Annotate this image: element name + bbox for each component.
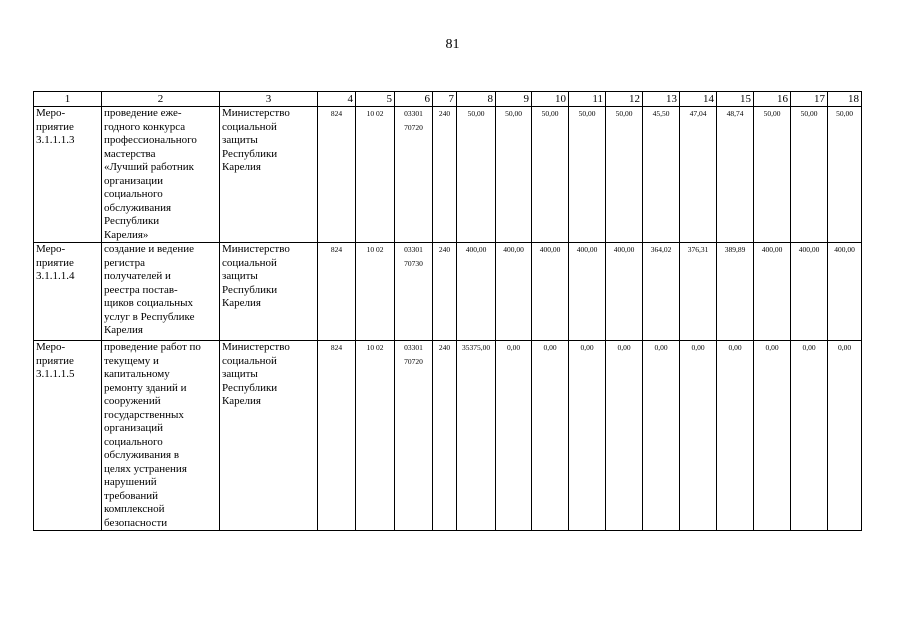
- vr-cell: 240: [433, 107, 457, 243]
- status-cell-line: приятие: [36, 256, 74, 269]
- executor-cell-line: Республики: [222, 147, 278, 160]
- executor-cell-line: Карелия: [222, 395, 261, 407]
- value-cell: 50,00: [606, 107, 643, 243]
- executor-cell-line: защиты: [222, 134, 258, 146]
- status-cell: [34, 243, 102, 341]
- vr-cell: 240: [433, 341, 457, 531]
- col-header-9: 9: [496, 92, 532, 107]
- csr-cell-line: 70720: [404, 356, 423, 366]
- col-header-11: 11: [569, 92, 606, 107]
- executor-cell-line: социальной: [222, 354, 277, 367]
- col-header-2: 2: [102, 92, 220, 107]
- value-cell: 50,00: [496, 107, 532, 243]
- executor-cell-line: Республики: [222, 283, 278, 296]
- csr-cell: [395, 341, 433, 531]
- executor-cell-line: Министерство: [222, 341, 290, 353]
- value-cell: 400,00: [496, 243, 532, 341]
- value-cell: 50,00: [532, 107, 569, 243]
- col-header-6: 6: [395, 92, 433, 107]
- value-cell: 50,00: [791, 107, 828, 243]
- name-cell-line: проведение еже-: [104, 107, 182, 119]
- value-cell: 400,00: [606, 243, 643, 341]
- name-cell-line: социального: [104, 435, 163, 448]
- name-cell-line: организаций: [104, 422, 164, 434]
- col-header-14: 14: [680, 92, 717, 107]
- value-cell: 0,00: [754, 341, 791, 531]
- name-cell: [102, 341, 220, 531]
- executor-cell-line: Карелия: [222, 161, 261, 173]
- value-cell: 45,50: [643, 107, 680, 243]
- value-cell: 400,00: [532, 243, 569, 341]
- value-cell: 0,00: [828, 341, 862, 531]
- name-cell-line: услуг в Республике: [104, 310, 195, 323]
- rzpr-cell: 10 02: [356, 243, 395, 341]
- name-cell-line: безопасности: [104, 516, 168, 529]
- name-cell-line: годного конкурса: [104, 120, 186, 133]
- status-cell-line: Меро-: [36, 107, 66, 119]
- rzpr-cell: 10 02: [356, 341, 395, 531]
- status-cell-line: Меро-: [36, 243, 66, 255]
- name-cell-line: проведение работ по: [104, 341, 201, 353]
- executor-cell-line: Министерство: [222, 107, 290, 119]
- status-cell: [34, 107, 102, 243]
- value-cell: 400,00: [754, 243, 791, 341]
- name-cell-line: капитальному: [104, 368, 170, 380]
- name-cell-line: Карелия»: [104, 228, 149, 241]
- name-cell-line: нарушений: [104, 476, 157, 488]
- name-cell-line: щиков социальных: [104, 297, 194, 309]
- value-cell: 0,00: [680, 341, 717, 531]
- executor-cell-line: социальной: [222, 120, 277, 133]
- col-header-8: 8: [457, 92, 496, 107]
- value-cell: 400,00: [791, 243, 828, 341]
- name-cell-line: Республики: [104, 215, 160, 227]
- executor-cell-line: Карелия: [222, 297, 261, 309]
- csr-cell-line: 03301: [404, 343, 423, 352]
- name-cell-line: обслуживания: [104, 201, 172, 214]
- col-header-5: 5: [356, 92, 395, 107]
- header-row: [34, 92, 862, 107]
- status-cell-line: 3.1.1.1.4: [36, 270, 75, 282]
- value-cell: 0,00: [532, 341, 569, 531]
- name-cell-line: «Лучший работник: [104, 161, 194, 173]
- vr-cell: 240: [433, 243, 457, 341]
- executor-cell-line: Республики: [222, 381, 278, 394]
- name-cell: [102, 243, 220, 341]
- executor-cell-line: защиты: [222, 368, 258, 380]
- col-header-15: 15: [717, 92, 754, 107]
- col-header-18: 18: [828, 92, 862, 107]
- value-cell: 364,02: [643, 243, 680, 341]
- status-cell-line: Меро-: [36, 341, 66, 353]
- csr-cell-line: 70730: [404, 258, 423, 268]
- value-cell: 0,00: [569, 341, 606, 531]
- executor-cell: [220, 341, 318, 531]
- col-header-4: 4: [318, 92, 356, 107]
- col-header-1: 1: [34, 92, 102, 107]
- value-cell: 0,00: [791, 341, 828, 531]
- executor-cell-line: защиты: [222, 270, 258, 282]
- value-cell: 35375,00: [457, 341, 496, 531]
- name-cell-line: социального: [104, 188, 163, 200]
- value-cell: 376,31: [680, 243, 717, 341]
- rzpr-cell: 10 02: [356, 107, 395, 243]
- value-cell: 0,00: [643, 341, 680, 531]
- name-cell-line: Карелия: [104, 324, 143, 336]
- executor-cell-line: Министерство: [222, 243, 290, 255]
- name-cell: [102, 107, 220, 243]
- status-cell: [34, 341, 102, 531]
- value-cell: 50,00: [569, 107, 606, 243]
- col-header-13: 13: [643, 92, 680, 107]
- name-cell-line: организации: [104, 174, 164, 187]
- value-cell: 48,74: [717, 107, 754, 243]
- col-header-17: 17: [791, 92, 828, 107]
- col-header-12: 12: [606, 92, 643, 107]
- value-cell: 400,00: [457, 243, 496, 341]
- name-cell-line: создание и ведение: [104, 243, 195, 255]
- col-header-7: 7: [433, 92, 457, 107]
- table-row: [34, 107, 862, 243]
- table-row: [34, 243, 862, 341]
- grbs-cell: 824: [318, 341, 356, 531]
- executor-cell: [220, 243, 318, 341]
- name-cell-line: реестра постав-: [104, 283, 178, 296]
- name-cell-line: государственных: [104, 408, 184, 421]
- value-cell: 400,00: [828, 243, 862, 341]
- status-cell-line: 3.1.1.1.5: [36, 368, 75, 380]
- value-cell: 50,00: [754, 107, 791, 243]
- name-cell-line: получателей и: [104, 270, 171, 282]
- name-cell-line: комплексной: [104, 503, 165, 515]
- status-cell-line: приятие: [36, 354, 74, 367]
- status-cell-line: 3.1.1.1.3: [36, 134, 75, 146]
- csr-cell-line: 03301: [404, 109, 423, 118]
- name-cell-line: регистра: [104, 256, 145, 269]
- value-cell: 47,04: [680, 107, 717, 243]
- executor-cell-line: социальной: [222, 256, 277, 269]
- value-cell: 400,00: [569, 243, 606, 341]
- name-cell-line: требований: [104, 489, 159, 502]
- value-cell: 389,89: [717, 243, 754, 341]
- value-cell: 0,00: [496, 341, 532, 531]
- executor-cell: [220, 107, 318, 243]
- csr-cell: [395, 243, 433, 341]
- value-cell: 0,00: [717, 341, 754, 531]
- name-cell-line: профессионального: [104, 134, 197, 146]
- page-number: 81: [445, 37, 460, 52]
- name-cell-line: целях устранения: [104, 462, 187, 475]
- name-cell-line: ремонту зданий и: [104, 381, 187, 394]
- name-cell-line: сооружений: [104, 395, 161, 407]
- name-cell-line: мастерства: [104, 147, 156, 160]
- value-cell: 50,00: [828, 107, 862, 243]
- col-header-16: 16: [754, 92, 791, 107]
- csr-cell-line: 70720: [404, 122, 423, 132]
- col-header-10: 10: [532, 92, 569, 107]
- name-cell-line: текущему и: [104, 354, 159, 367]
- csr-cell-line: 03301: [404, 245, 423, 254]
- value-cell: 0,00: [606, 341, 643, 531]
- budget-table: [33, 91, 862, 531]
- grbs-cell: 824: [318, 107, 356, 243]
- name-cell-line: обслуживания в: [104, 449, 180, 461]
- grbs-cell: 824: [318, 243, 356, 341]
- status-cell-line: приятие: [36, 120, 74, 133]
- col-header-3: 3: [220, 92, 318, 107]
- value-cell: 50,00: [457, 107, 496, 243]
- csr-cell: [395, 107, 433, 243]
- table-row: [34, 341, 862, 531]
